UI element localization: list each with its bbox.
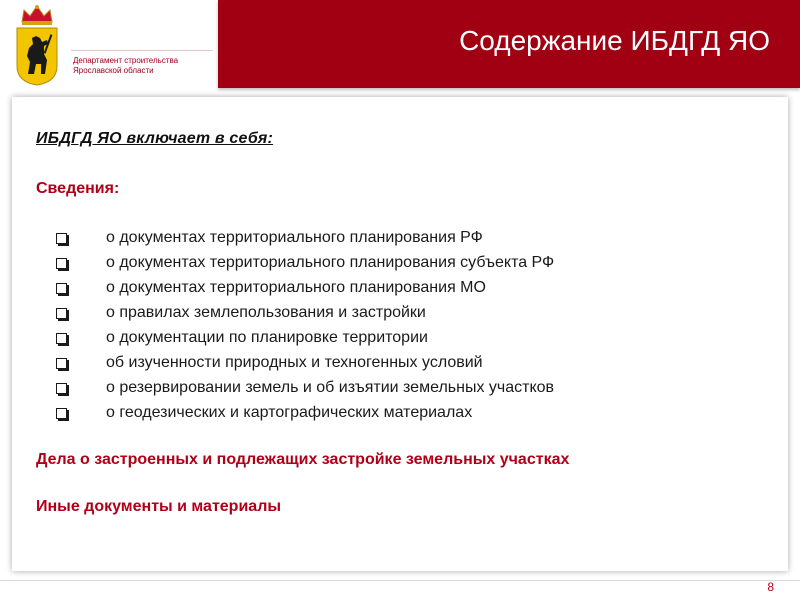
content-panel <box>12 97 788 571</box>
checkbox-bullet-icon <box>56 233 67 244</box>
department-divider <box>71 50 213 51</box>
checkbox-bullet-icon <box>56 358 67 369</box>
list-item-text: о документации по планировке территории <box>106 329 428 346</box>
list-item <box>56 253 554 278</box>
list-item <box>56 353 554 378</box>
list-item <box>56 378 554 403</box>
checkbox-bullet-icon <box>56 333 67 344</box>
footer-divider <box>0 580 800 581</box>
list-item-text: о документах территориального планирования РФ <box>106 229 483 246</box>
checkbox-bullet-icon <box>56 383 67 394</box>
list-item <box>56 403 554 428</box>
department-name-line2: Ярославской области <box>73 66 154 75</box>
coat-of-arms-bear-icon <box>14 4 60 86</box>
items-list <box>56 228 554 428</box>
section-label-svedeniya: Сведения: <box>36 180 120 197</box>
list-item <box>56 278 554 303</box>
section-other-documents: Иные документы и материалы <box>36 498 282 515</box>
page-number: 8 <box>767 580 774 594</box>
header-bar <box>218 0 800 88</box>
department-name <box>73 56 213 76</box>
department-logo-block <box>0 0 215 92</box>
checkbox-bullet-icon <box>56 258 67 269</box>
list-item <box>56 328 554 353</box>
section-cases: Дела о застроенных и подлежащих застройке земельных участках <box>36 451 570 468</box>
list-item-text: об изученности природных и техногенных условий <box>106 354 483 371</box>
list-item-text: о резервировании земель и об изъятии земельных участков <box>106 379 555 396</box>
list-item <box>56 303 554 328</box>
list-item-text: о документах территориального планирования субъекта РФ <box>106 254 555 271</box>
checkbox-bullet-icon <box>56 408 67 419</box>
checkbox-bullet-icon <box>56 283 67 294</box>
page-title: Содержание ИБДГД ЯО <box>459 25 770 56</box>
list-item-text: о геодезических и картографических материалах <box>106 404 473 421</box>
checkbox-bullet-icon <box>56 308 67 319</box>
list-item-text: о правилах землепользования и застройки <box>106 304 426 321</box>
intro-heading: ИБДГД ЯО включает в себя: <box>36 130 274 147</box>
list-item <box>56 228 554 253</box>
list-item-text: о документах территориального планирования МО <box>106 279 486 296</box>
department-name-line1: Департамент строительства <box>73 56 179 65</box>
